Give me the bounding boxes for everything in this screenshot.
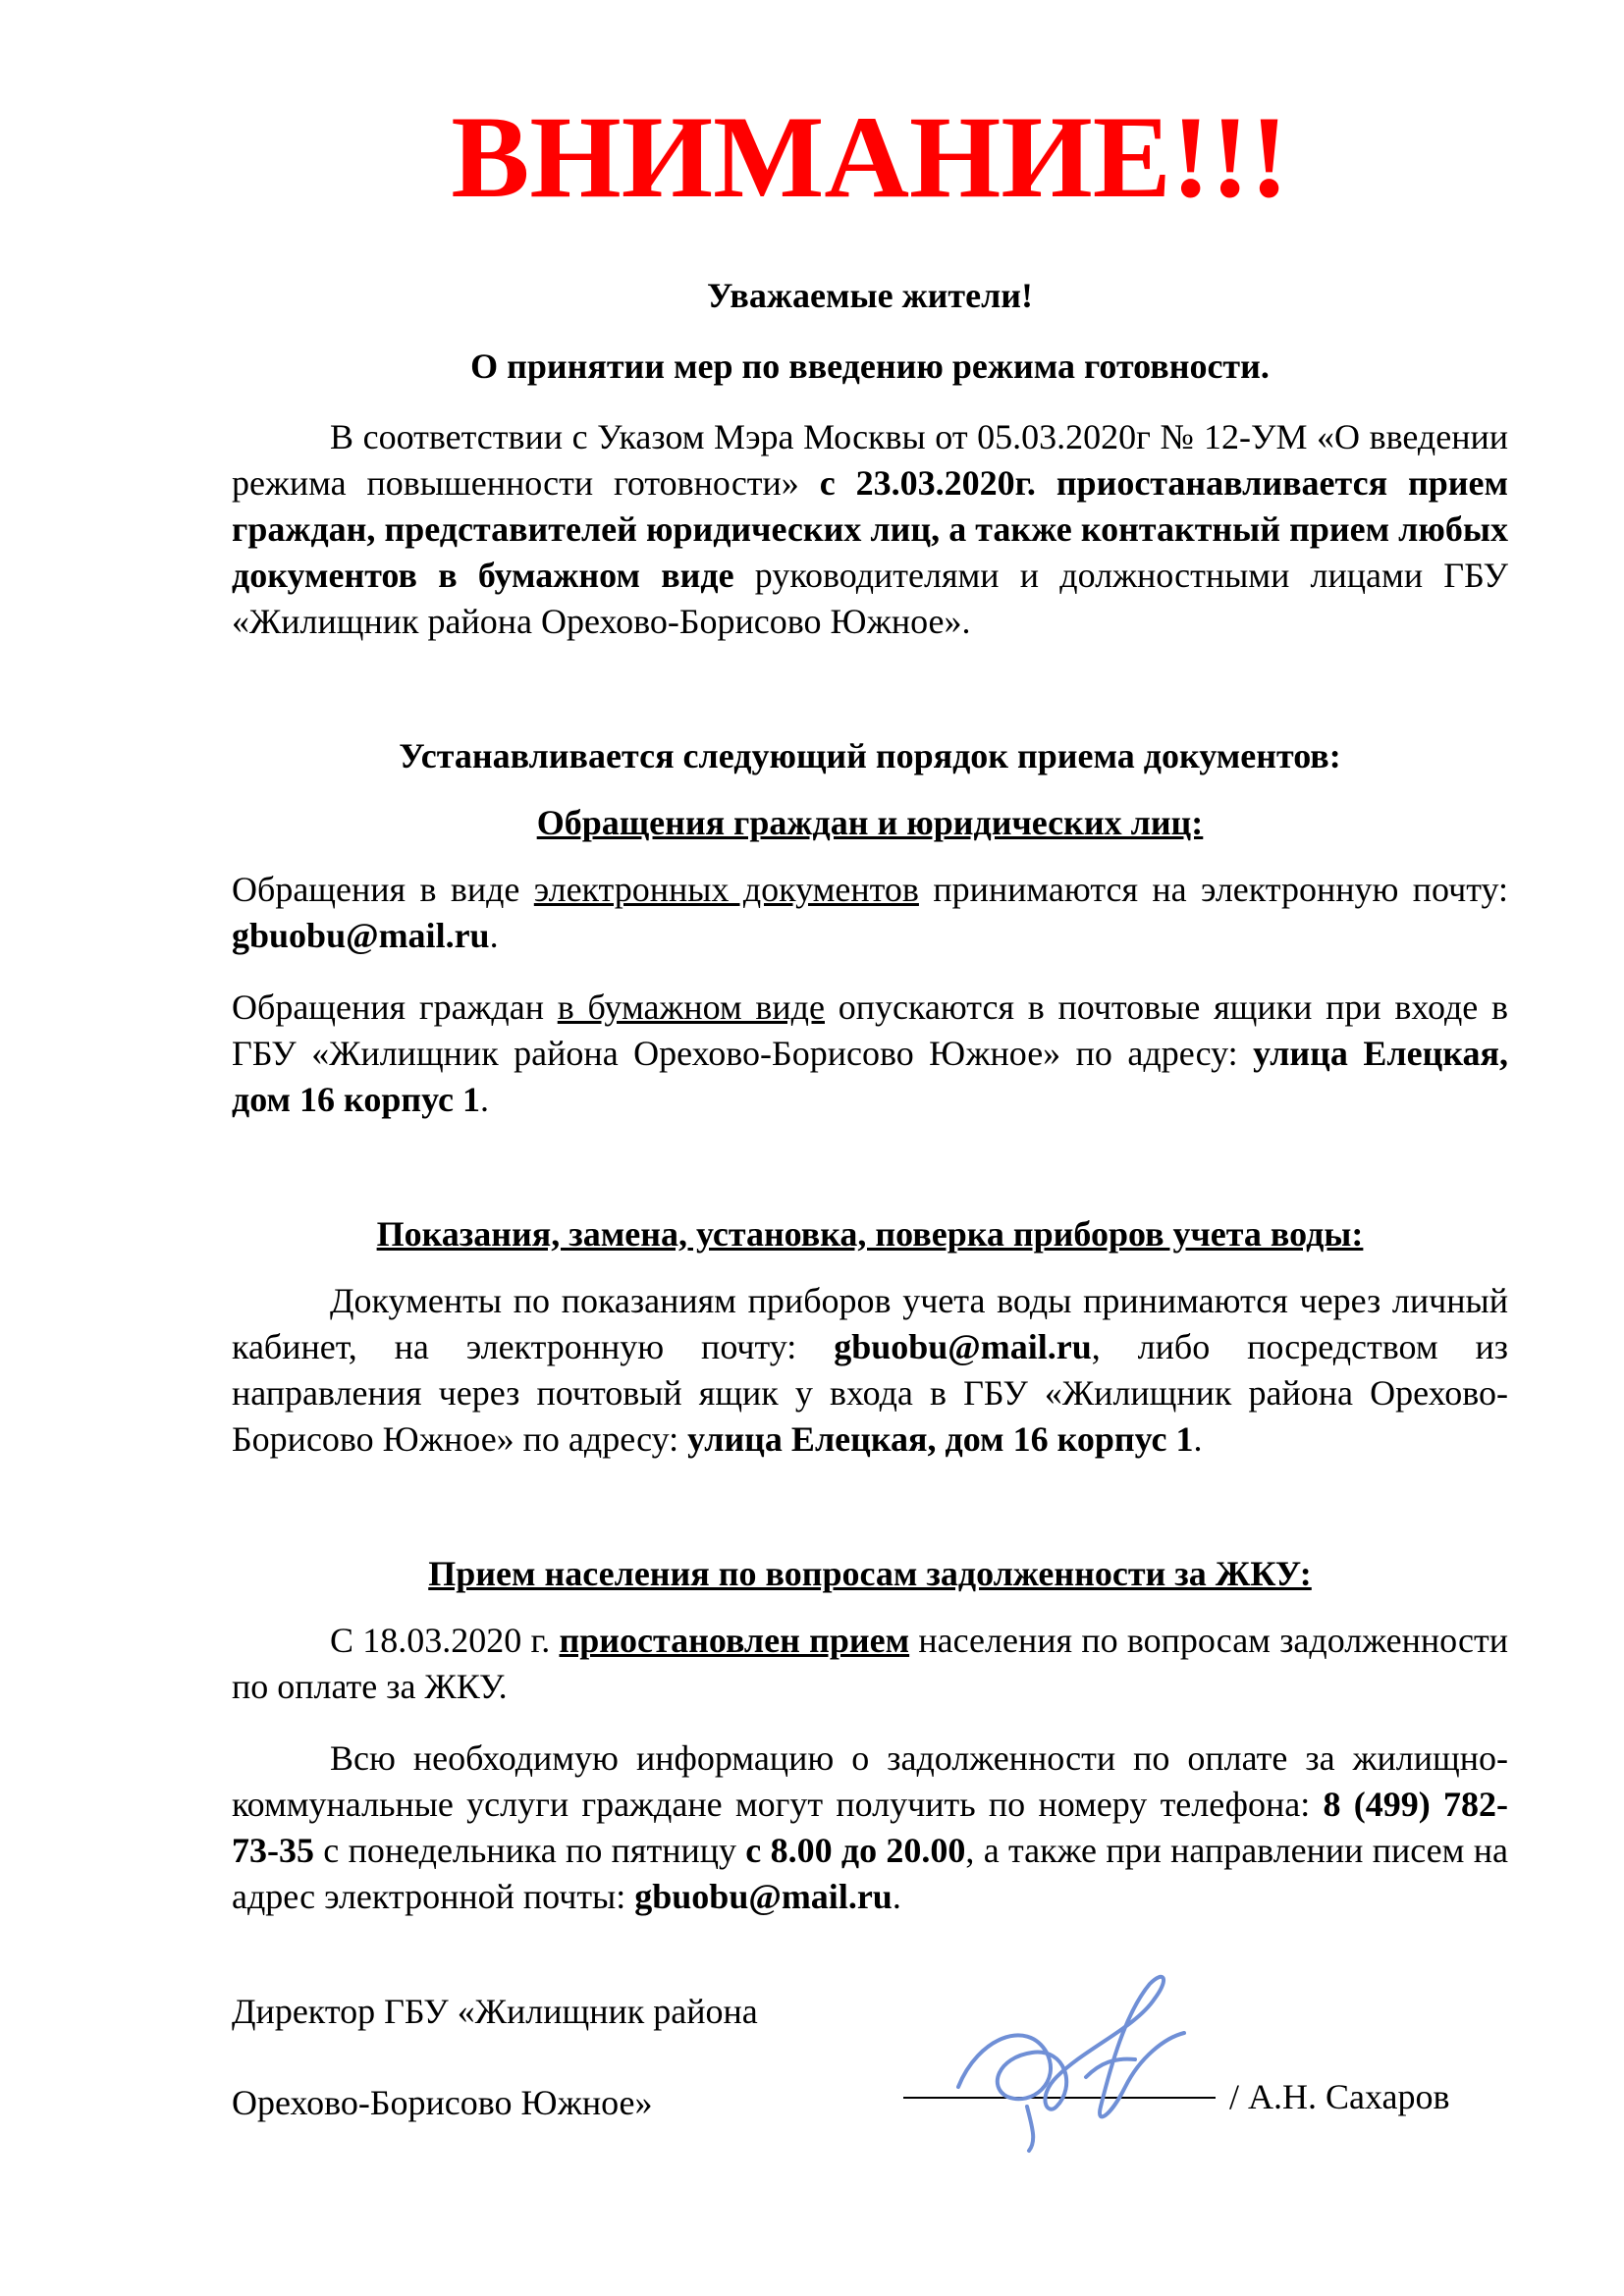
appeals-paper-end: . (479, 1080, 489, 1119)
debts-end: . (892, 1877, 901, 1916)
notice-title: ВНИМАНИЕ!!! (451, 91, 1289, 222)
appeals-paper-underline: в бумажном виде (557, 988, 825, 1027)
meters-mid: , либо посредством из направления через почтовый ящик у входа в ГБУ «Жилищник района Орехово-Борисово Южное» по адресу: (232, 1327, 1508, 1459)
debts-p1-bold: приостановлен прием (559, 1621, 910, 1660)
debts-p2-mid: с понедельника по пятницу (314, 1831, 746, 1870)
meters-end: . (1193, 1419, 1203, 1459)
debts-p1-tail: населения по вопросам задолженности по оплате за ЖКУ. (232, 1621, 1508, 1706)
intro-bold-text: с 23.03.2020г. приостанавливается прием граждан, представителей юридических лиц, а также контактный прием любых документов в бумажном виде (232, 463, 1508, 595)
appeals-heading: Обращения граждан и юридических лиц: (536, 803, 1204, 842)
debts-p2-pre: Всю необходимую информацию о задолженности по оплате за жилищно-коммунальные услуги граждане могут получить по номеру телефона: (232, 1738, 1508, 1824)
appeals-e-underline: электронных документов (533, 870, 919, 909)
debts-p2-mid2: , а также при направлении писем на адрес электронной почты: (232, 1831, 1508, 1916)
notice-content (232, 79, 1508, 2146)
appeals-paper-paragraph (232, 985, 1508, 1123)
debts-paragraph-2 (232, 1735, 1508, 1920)
debts-paragraph-1 (232, 1618, 1508, 1710)
meters-heading: Показания, замена, установка, поверка приборов учета воды: (376, 1214, 1364, 1254)
intro-text: В соответствии с Указом Мэра Москвы от 05.03.2020г № 12-УМ «О введении режима повышенности готовности» (232, 417, 1508, 503)
debts-hours: с 8.00 до 20.00 (745, 1831, 966, 1870)
intro-paragraph (232, 414, 1508, 645)
meters-pre: Документы по показаниям приборов учета воды принимаются через личный кабинет, на электронную почту: (232, 1281, 1508, 1366)
appeals-paper-mid: опускаются в почтовые ящики при входе в ГБУ «Жилищник района Орехово-Борисово Южное» по адресу: (232, 988, 1508, 1073)
handwritten-signature (939, 1959, 1253, 2156)
order-heading: Устанавливается следующий порядок приема документов: (399, 736, 1341, 775)
appeals-e-mid: принимаются на электронную почту: (918, 870, 1508, 909)
debts-heading: Прием населения по вопросам задолженности за ЖКУ: (428, 1554, 1312, 1593)
appeals-electronic-paragraph (232, 867, 1508, 959)
signatory-name: / А.Н. Сахаров (1229, 2077, 1450, 2116)
appeals-e-end: . (489, 916, 499, 955)
appeals-paper-address: улица Елецкая, дом 16 корпус 1 (232, 1034, 1509, 1119)
debts-email: gbuobu@mail.ru (634, 1877, 893, 1916)
signature-block (232, 1989, 1508, 2146)
debts-phone: 8 (499) 782-73-35 (232, 1785, 1508, 1870)
appeals-email: gbuobu@mail.ru (232, 916, 490, 955)
appeals-paper-pre: Обращения граждан (232, 988, 558, 1027)
signatory-line-1: Директор ГБУ «Жилищник района (232, 1992, 758, 2031)
intro-tail-text: руководителями и должностными лицами ГБУ «Жилищник района Орехово-Борисово Южное». (232, 556, 1509, 641)
meters-email: gbuobu@mail.ru (834, 1327, 1092, 1366)
subject: О принятии мер по введению режима готовности. (470, 347, 1270, 386)
appeals-e-pre: Обращения в виде (232, 870, 534, 909)
meters-address: улица Елецкая, дом 16 корпус 1 (687, 1419, 1194, 1459)
greeting: Уважаемые жители! (706, 276, 1034, 315)
signatory-line-2: Орехово-Борисово Южное» (232, 2083, 653, 2122)
meters-paragraph (232, 1278, 1508, 1463)
signatory-title (232, 1989, 758, 2171)
debts-p1-pre: С 18.03.2020 г. (330, 1621, 560, 1660)
